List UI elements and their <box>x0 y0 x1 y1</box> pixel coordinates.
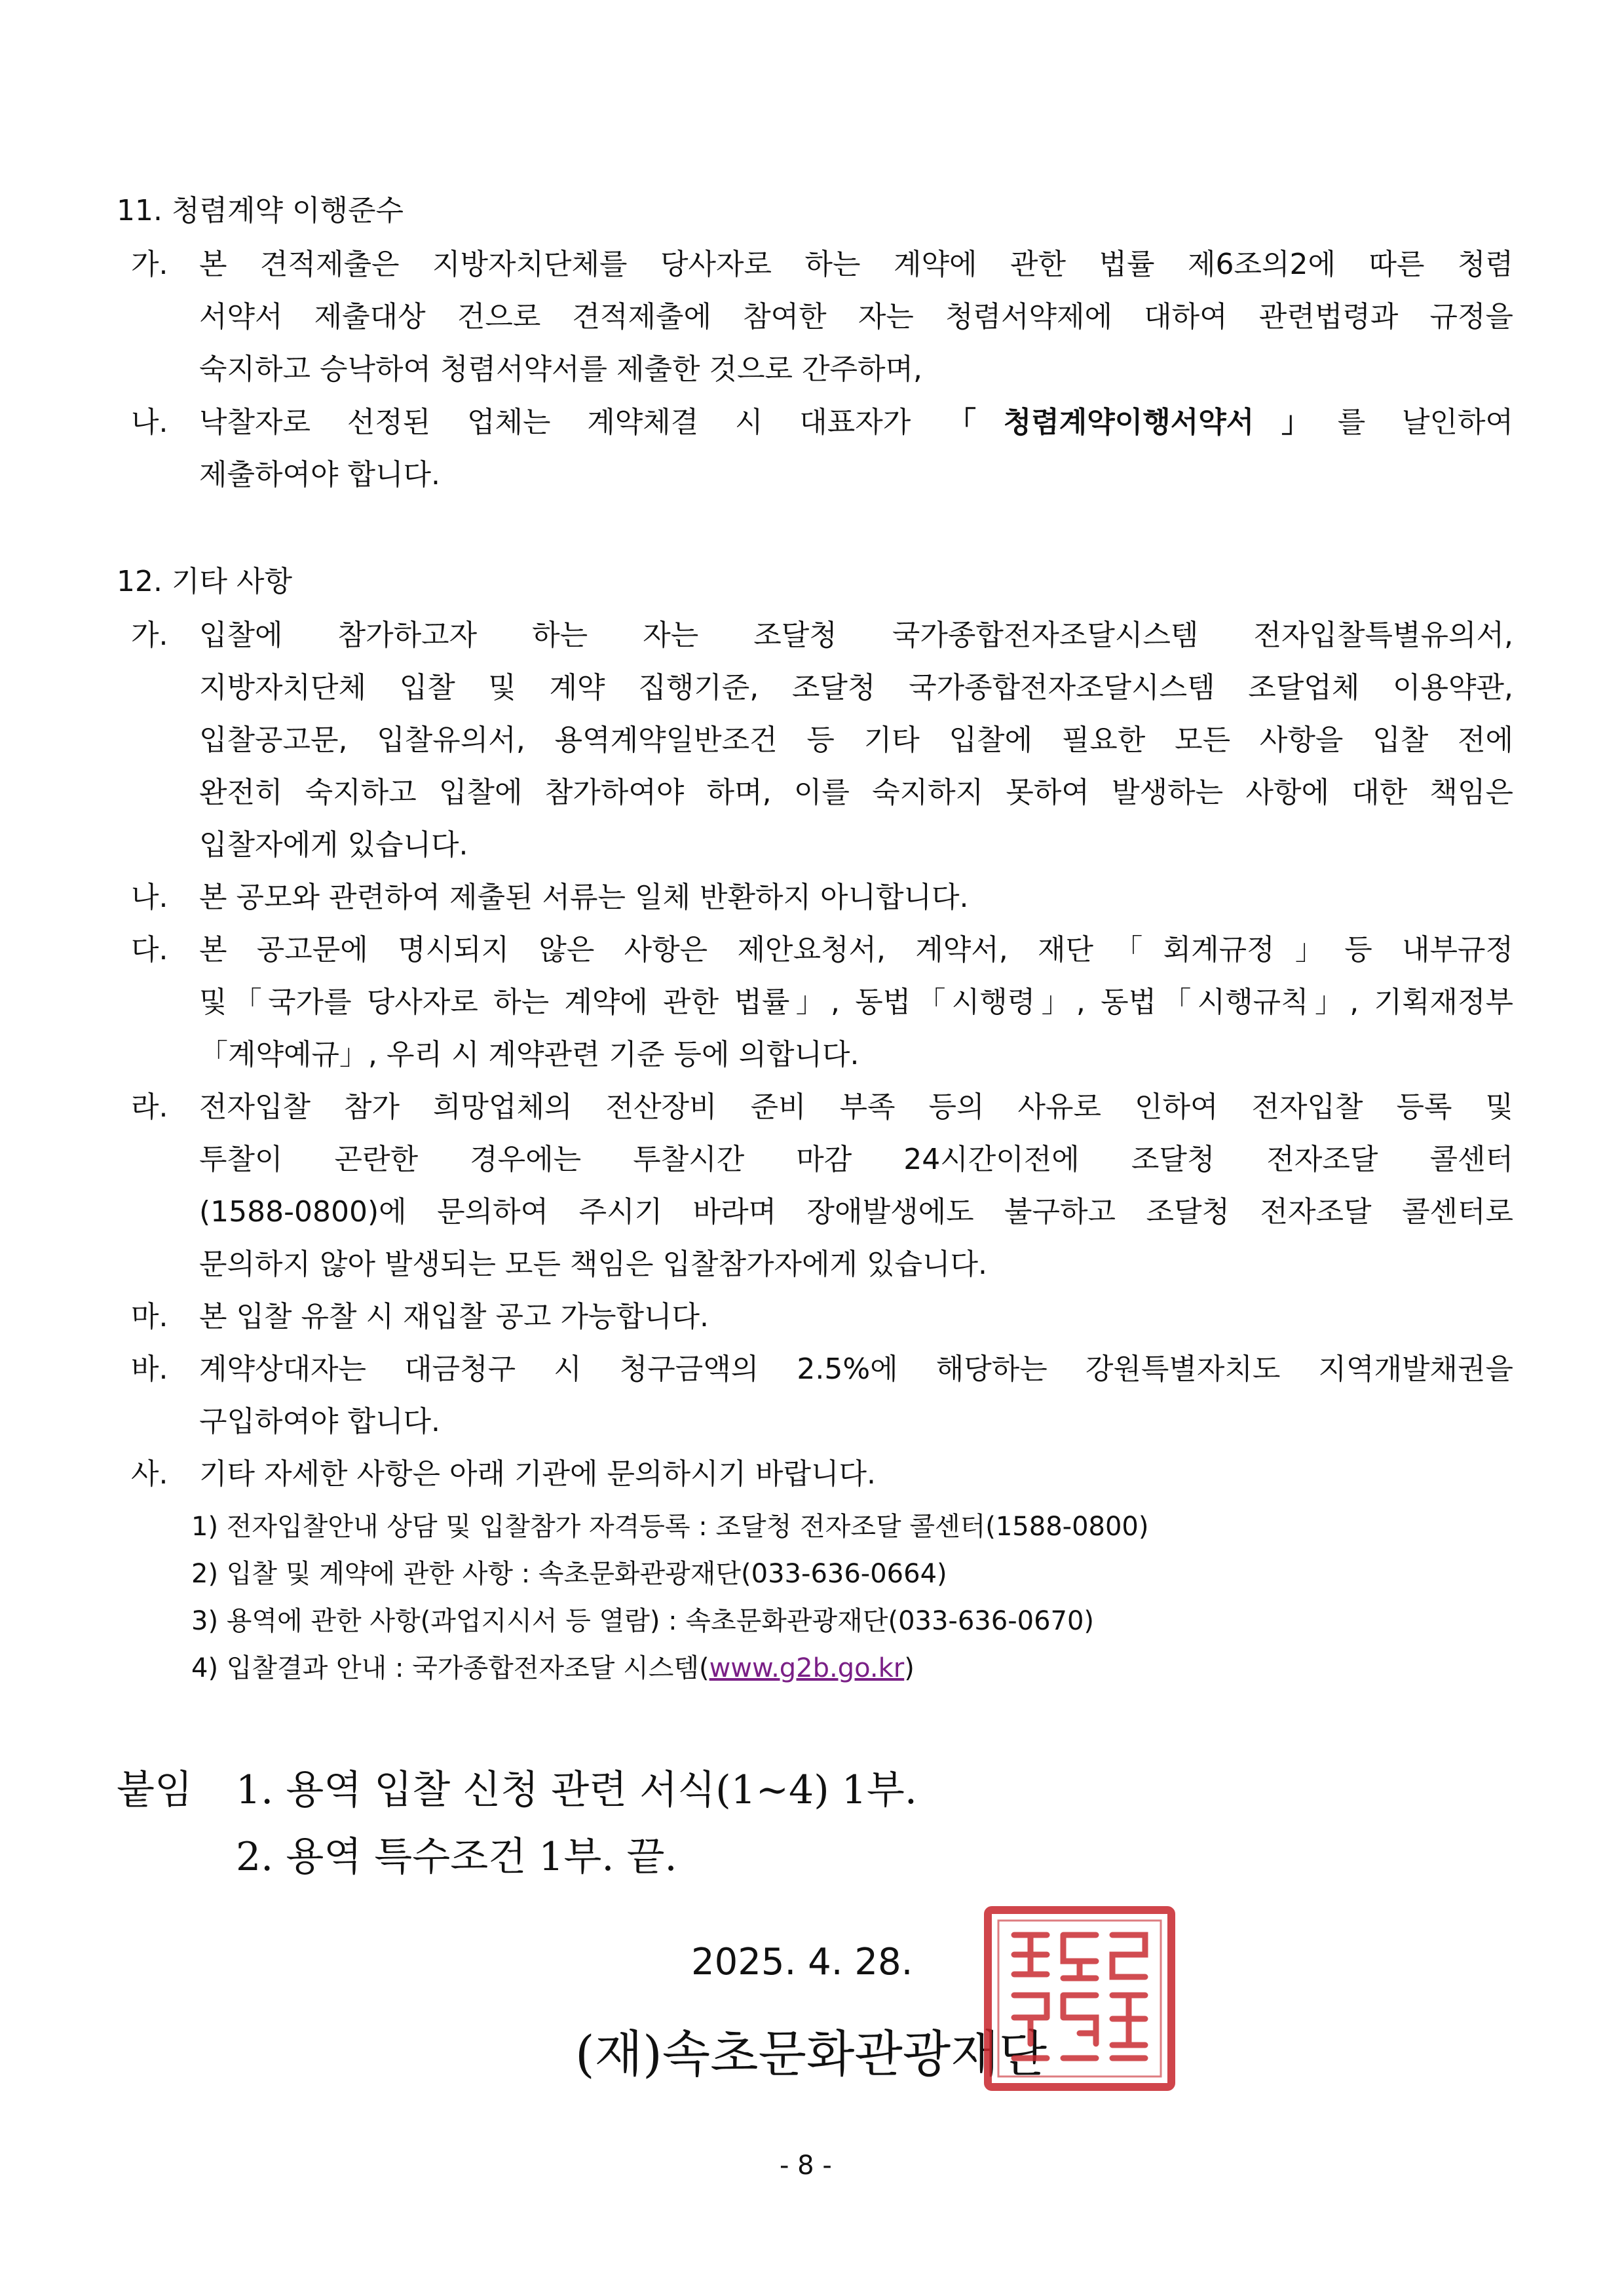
attachments-label: 붙임 <box>117 1767 193 1813</box>
section-11-item-na <box>131 396 1513 501</box>
organization-name: (재)속초문화관광재단 <box>575 2025 1048 2083</box>
item-line: 전자입찰 참가 희망업체의 전산장비 준비 부족 등의 사유로 인하여 전자입찰 등록 및 <box>199 1090 1513 1124</box>
section-11-heading: 11. 청렴계약 이행준수 <box>117 194 404 227</box>
item-marker: 바. <box>131 1352 168 1386</box>
page-number: - 8 - <box>780 2151 832 2181</box>
item-line: 입찰공고문, 입찰유의서, 용역계약일반조건 등 기타 입찰에 필요한 모든 사항을 입찰 전에 <box>199 723 1513 757</box>
section-11-item-ga <box>131 239 1513 396</box>
official-seal <box>981 1904 1178 2094</box>
item-line: 서약서 제출대상 건으로 견적제출에 참여한 자는 청렴서약제에 대하여 관련법령과 규정을 <box>199 300 1513 334</box>
section-12-item-ra <box>131 1081 1513 1291</box>
pledge-title: 「청렴계약이행서약서」 <box>947 406 1338 439</box>
item-line: 숙지하고 승낙하여 청렴서약서를 제출한 것으로 간주하며, <box>199 353 923 386</box>
item-line: 기타 자세한 사항은 아래 기관에 문의하시기 바랍니다. <box>199 1457 876 1491</box>
item-line <box>199 396 1513 449</box>
item-marker: 다. <box>131 933 168 966</box>
item-line: 제출하여야 합니다. <box>199 458 441 491</box>
attachments-block <box>117 1756 1034 1900</box>
section-12-item-na <box>131 871 1513 924</box>
section-12-item-sa <box>131 1448 1513 1501</box>
contact-item: 3) 용역에 관한 사항(과업지시서 등 열람) : 속초문화관광재단(033-636-0670) <box>191 1606 1095 1636</box>
section-12-heading: 12. 기타 사항 <box>117 565 292 598</box>
item-marker: 사. <box>131 1457 168 1491</box>
item-line: 구입하여야 합니다. <box>199 1405 441 1438</box>
item-line: 입찰자에게 있습니다. <box>199 828 468 862</box>
item-line: (1588-0800)에 문의하여 주시기 바라며 장애발생에도 불구하고 조달청 전자조달 콜센터로 <box>199 1195 1513 1229</box>
item-line: 및「국가를 당사자로 하는 계약에 관한 법률」, 동법「시행령」, 동법「시행규칙」, 기획재정부 <box>199 985 1513 1019</box>
item-line-text: 를 날인하여 <box>1337 406 1513 439</box>
item-line: 입찰에 참가하고자 하는 자는 조달청 국가종합전자조달시스템 전자입찰특별유의서, <box>199 619 1513 652</box>
contact-item <box>191 1645 915 1692</box>
document-date: 2025. 4. 28. <box>691 1941 913 1983</box>
attachment-item: 1. 용역 입찰 신청 관련 서식(1~4) 1부. <box>236 1767 917 1813</box>
attachment-item: 2. 용역 특수조건 1부. 끝. <box>236 1834 677 1880</box>
item-marker: 마. <box>131 1300 168 1333</box>
item-marker: 가. <box>131 248 168 281</box>
item-line: 계약상대자는 대금청구 시 청구금액의 2.5%에 해당하는 강원특별자치도 지역개발채권을 <box>199 1352 1513 1386</box>
item-marker: 나. <box>131 406 168 439</box>
contact-item: 1) 전자입찰안내 상담 및 입찰참가 자격등록 : 조달청 전자조달 콜센터(1588-0800) <box>191 1512 1149 1542</box>
section-12-item-da <box>131 924 1513 1081</box>
item-line: 본 공고문에 명시되지 않은 사항은 제안요청서, 계약서, 재단「회계규정」등 내부규정 <box>199 933 1513 966</box>
item-line: 본 공모와 관련하여 제출된 서류는 일체 반환하지 아니합니다. <box>199 881 969 914</box>
section-12-item-ma <box>131 1291 1513 1343</box>
item-line: 완전히 숙지하고 입찰에 참가하여야 하며, 이를 숙지하지 못하여 발생하는 사항에 대한 책임은 <box>199 776 1514 809</box>
item-line: 본 견적제출은 지방자치단체를 당사자로 하는 계약에 관한 법률 제6조의2에 따른 청렴 <box>199 248 1514 281</box>
section-12-item-ga <box>131 609 1513 871</box>
contact-text: 4) 입찰결과 안내 : 국가종합전자조달 시스템( <box>191 1653 709 1683</box>
item-line: 지방자치단체 입찰 및 계약 집행기준, 조달청 국가종합전자조달시스템 조달업체 이용약관, <box>199 671 1513 704</box>
item-marker: 라. <box>131 1090 168 1124</box>
item-marker: 가. <box>131 619 168 652</box>
item-line: 「계약예규」, 우리 시 계약관련 기준 등에 의합니다. <box>199 1038 859 1071</box>
g2b-link[interactable]: www.g2b.go.kr <box>709 1653 905 1683</box>
section-12-item-ba <box>131 1343 1513 1448</box>
item-line: 본 입찰 유찰 시 재입찰 공고 가능합니다. <box>199 1300 709 1333</box>
item-line: 문의하지 않아 발생되는 모든 책임은 입찰참가자에게 있습니다. <box>199 1248 988 1281</box>
item-line: 투찰이 곤란한 경우에는 투찰시간 마감 24시간이전에 조달청 전자조달 콜센터 <box>199 1143 1513 1176</box>
contact-text: ) <box>904 1653 915 1683</box>
item-marker: 나. <box>131 881 168 914</box>
contact-item: 2) 입찰 및 계약에 관한 사항 : 속초문화관광재단(033-636-0664) <box>191 1559 947 1589</box>
item-line-text: 낙찰자로 선정된 업체는 계약체결 시 대표자가 <box>199 406 947 439</box>
